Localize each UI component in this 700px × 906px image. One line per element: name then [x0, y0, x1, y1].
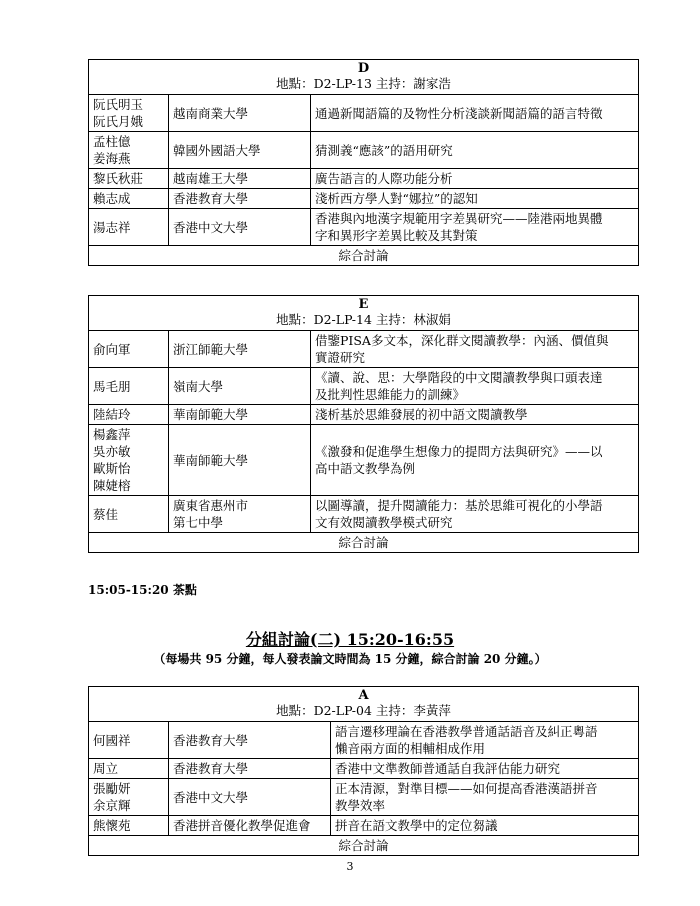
paper-title-cell	[311, 209, 639, 246]
paper-title-cell	[311, 368, 639, 405]
table-row	[89, 779, 639, 816]
authors-line: 吳亦敏	[93, 444, 131, 459]
session-letter: A	[358, 688, 369, 703]
session-location: 地點：D2-LP-14 主持：林淑娟	[276, 312, 451, 327]
authors-cell	[89, 368, 169, 405]
authors-line: 賴志成	[93, 191, 131, 206]
authors-line: 余京輝	[93, 798, 131, 813]
authors-line: 姜海燕	[93, 151, 131, 166]
authors-line: 張勵妍	[93, 781, 131, 796]
authors-cell	[89, 209, 169, 246]
institution-cell	[169, 189, 311, 209]
session-table-d	[88, 59, 639, 266]
institution-cell	[169, 722, 331, 759]
paper-title-cell	[311, 189, 639, 209]
authors-line: 黎氏秋莊	[93, 171, 144, 186]
session-header-row	[89, 60, 639, 95]
paper-title-cell	[311, 425, 639, 496]
institution-cell	[169, 779, 331, 816]
summary-discussion: 綜合討論	[89, 836, 639, 856]
paper-title-line: 香港與內地漢字規範用字差異研究——陸港兩地異體	[315, 211, 603, 226]
institution-cell	[169, 209, 311, 246]
summary-discussion: 綜合討論	[89, 246, 639, 266]
summary-row	[89, 246, 639, 266]
institution-cell	[169, 95, 311, 132]
authors-line: 孟柱億	[93, 134, 131, 149]
institution-line: 浙江師範大學	[173, 341, 249, 357]
table-row	[89, 95, 639, 132]
institution-cell	[169, 816, 331, 836]
paper-title-line: 文有效閱讀教學模式研究	[315, 515, 453, 530]
authors-cell	[89, 496, 169, 533]
authors-line: 歐斯怡	[93, 461, 131, 476]
paper-title-line: 《讀、說、思：大學階段的中文閱讀教學與口頭表達	[315, 370, 603, 385]
table-row	[89, 132, 639, 169]
session-location: 地點：D2-LP-04 主持：李黃萍	[276, 703, 451, 718]
paper-title-line: 高中語文教學為例	[315, 461, 416, 476]
paper-title-line: 廣告語言的人際功能分析	[315, 171, 453, 186]
authors-line: 阮氏月娥	[93, 114, 144, 129]
paper-title-line: 字和異形字差異比較及其對策	[315, 228, 478, 243]
institution-line: 香港中文大學	[173, 219, 249, 235]
paper-title-cell	[311, 496, 639, 533]
table-row	[89, 368, 639, 405]
institution-line: 香港教育大學	[173, 191, 249, 206]
authors-cell	[89, 331, 169, 368]
paper-title-line: 正本清源，對準目標——如何提高香港漢語拼音	[335, 781, 598, 796]
group-discussion-title: 分組討論(二) 15:20-16:55	[245, 630, 455, 649]
paper-title-cell	[311, 132, 639, 169]
authors-cell	[89, 759, 169, 779]
session-header-row	[89, 687, 639, 722]
authors-line: 阮氏明玉	[93, 97, 144, 112]
authors-line: 俞向軍	[93, 341, 131, 357]
institution-cell	[169, 496, 311, 533]
paper-title-cell	[331, 722, 639, 759]
institution-line: 華南師範大學	[173, 452, 249, 468]
group-discussion-subtitle: （每場共 95 分鐘，每人發表論文時間為 15 分鐘，綜合討論 20 分鐘。）	[153, 652, 547, 666]
authors-line: 楊鑫萍	[93, 427, 131, 442]
institution-line: 香港教育大學	[173, 761, 249, 776]
authors-cell	[89, 425, 169, 496]
authors-line: 蔡佳	[93, 506, 119, 522]
authors-cell	[89, 779, 169, 816]
authors-cell	[89, 95, 169, 132]
institution-line: 越南雄王大學	[173, 171, 249, 186]
paper-title-line: 猜測義“應該”的語用研究	[315, 142, 453, 158]
paper-title-cell	[311, 331, 639, 368]
authors-line: 陳婕榕	[93, 478, 131, 493]
paper-title-line: 借鑒PISA多文本，深化群文閱讀教學：內涵、價值與	[315, 333, 609, 348]
institution-line: 香港教育大學	[173, 732, 249, 748]
institution-cell	[169, 331, 311, 368]
authors-line: 何國祥	[93, 732, 131, 748]
institution-line: 第七中學	[173, 515, 224, 530]
session-header-row	[89, 296, 639, 331]
paper-title-cell	[311, 95, 639, 132]
session-table-e	[88, 295, 639, 553]
paper-title-line: 語言遷移理論在香港教學普通話語音及糾正粵語	[335, 724, 598, 739]
paper-title-line: 教學效率	[335, 798, 386, 813]
institution-cell	[169, 425, 311, 496]
table-row	[89, 209, 639, 246]
authors-cell	[89, 722, 169, 759]
table-row	[89, 405, 639, 425]
institution-line: 華南師範大學	[173, 407, 249, 422]
paper-title-cell	[331, 759, 639, 779]
table-row	[89, 189, 639, 209]
session-letter: D	[357, 61, 370, 76]
authors-cell	[89, 405, 169, 425]
authors-cell	[89, 132, 169, 169]
table-row	[89, 331, 639, 368]
page-number: 3	[346, 860, 354, 873]
authors-cell	[89, 816, 169, 836]
paper-title-cell	[311, 405, 639, 425]
authors-line: 陸結玲	[93, 407, 131, 422]
institution-line: 嶺南大學	[173, 378, 224, 394]
paper-title-cell	[331, 816, 639, 836]
paper-title-line: 通過新聞語篇的及物性分析淺談新聞語篇的語言特徵	[315, 105, 603, 121]
institution-cell	[169, 132, 311, 169]
summary-row	[89, 836, 639, 856]
table-row	[89, 816, 639, 836]
paper-title-line: 《激發和促進學生想像力的提問方法與研究》——以	[315, 444, 603, 459]
authors-line: 馬毛朋	[93, 378, 131, 394]
institution-line: 韓國外國語大學	[173, 142, 261, 158]
table-row	[89, 496, 639, 533]
session-header	[89, 60, 639, 95]
institution-line: 廣東省惠州市	[173, 498, 249, 513]
institution-line: 越南商業大學	[173, 105, 249, 121]
paper-title-line: 淺析西方學人對“娜拉”的認知	[315, 191, 478, 206]
session-letter: E	[358, 297, 369, 312]
institution-line: 香港拼音優化教學促進會	[173, 818, 311, 833]
institution-cell	[169, 169, 311, 189]
session-location: 地點：D2-LP-13 主持：謝家浩	[276, 76, 451, 91]
paper-title-line: 實證研究	[315, 350, 366, 365]
authors-line: 周立	[93, 761, 119, 776]
summary-row	[89, 533, 639, 553]
table-row	[89, 722, 639, 759]
paper-title-line: 以圖導讀，提升閱讀能力：基於思維可視化的小學語	[315, 498, 603, 513]
institution-cell	[169, 405, 311, 425]
paper-title-line: 淺析基於思維發展的初中語文閱讀教學	[315, 407, 528, 422]
authors-cell	[89, 169, 169, 189]
paper-title-line: 香港中文準教師普通話自我評估能力研究	[335, 761, 561, 776]
session-header	[89, 296, 639, 331]
session-table-a	[88, 686, 639, 856]
institution-line: 香港中文大學	[173, 789, 249, 805]
paper-title-cell	[311, 169, 639, 189]
paper-title-line: 及批判性思維能力的訓練》	[315, 387, 466, 402]
table-row	[89, 169, 639, 189]
authors-cell	[89, 189, 169, 209]
paper-title-line: 拼音在語文教學中的定位芻議	[335, 818, 498, 833]
authors-line: 熊懷苑	[93, 818, 131, 833]
institution-cell	[169, 759, 331, 779]
paper-title-line: 懶音兩方面的相輔相成作用	[335, 741, 486, 756]
session-header	[89, 687, 639, 722]
table-row	[89, 759, 639, 779]
summary-discussion: 綜合討論	[89, 533, 639, 553]
institution-cell	[169, 368, 311, 405]
paper-title-cell	[331, 779, 639, 816]
tea-break: 15:05-15:20 茶點	[88, 583, 197, 597]
authors-line: 湯志祥	[93, 219, 131, 235]
table-row	[89, 425, 639, 496]
